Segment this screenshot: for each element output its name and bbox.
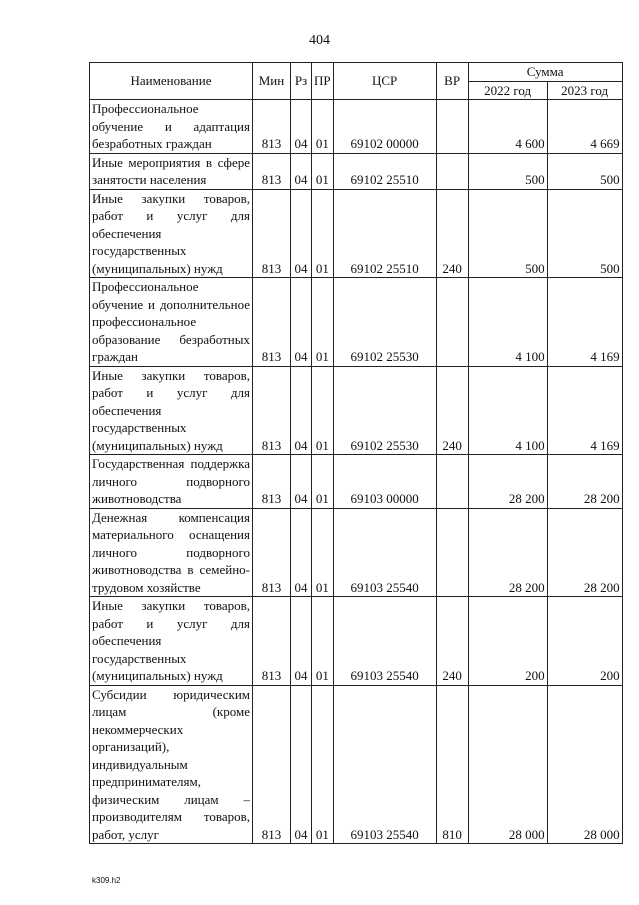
row-vr [436, 455, 468, 509]
table-row [90, 278, 623, 367]
table-row [90, 366, 623, 455]
row-pr: 01 [312, 366, 334, 455]
row-rz: 04 [291, 278, 312, 367]
row-amount-2022: 28 000 [468, 685, 547, 844]
row-name: Иные закупки товаров, работ и услуг для обеспечения государственных (муниципальных) нужд [90, 366, 253, 455]
row-pr: 01 [312, 597, 334, 686]
header-name: Наименование [90, 63, 253, 100]
row-csr: 69103 25540 [333, 508, 436, 597]
row-amount-2022: 4 100 [468, 366, 547, 455]
row-rz: 04 [291, 366, 312, 455]
header-min: Мин [253, 63, 291, 100]
row-pr: 01 [312, 153, 334, 189]
header-row [90, 63, 623, 82]
header-vr: ВР [436, 63, 468, 100]
header-year-2022: 2022 год [468, 81, 547, 100]
row-csr: 69103 25540 [333, 685, 436, 844]
row-pr: 01 [312, 278, 334, 367]
row-name: Иные закупки товаров, работ и услуг для обеспечения государственных (муниципальных) нужд [90, 189, 253, 278]
row-amount-2022: 28 200 [468, 455, 547, 509]
row-vr: 240 [436, 366, 468, 455]
row-rz: 04 [291, 189, 312, 278]
table-row [90, 455, 623, 509]
table-row [90, 153, 623, 189]
row-pr: 01 [312, 100, 334, 154]
row-rz: 04 [291, 597, 312, 686]
row-rz: 04 [291, 455, 312, 509]
row-name: Профессиональное обучение и адаптация безработных граждан [90, 100, 253, 154]
row-amount-2023: 28 000 [547, 685, 622, 844]
row-name: Профессиональное обучение и дополнительное профессиональное образование безработных граждан [90, 278, 253, 367]
header-csr: ЦСР [333, 63, 436, 100]
row-min: 813 [253, 278, 291, 367]
row-csr: 69102 25510 [333, 153, 436, 189]
row-rz: 04 [291, 153, 312, 189]
row-amount-2022: 4 600 [468, 100, 547, 154]
table-row [90, 597, 623, 686]
row-csr: 69102 25530 [333, 278, 436, 367]
row-rz: 04 [291, 508, 312, 597]
header-year-2023: 2023 год [547, 81, 622, 100]
row-name: Денежная компенсация материального оснащения личного подворного животноводства в семейно-трудовом хозяйстве [90, 508, 253, 597]
row-amount-2023: 500 [547, 189, 622, 278]
row-pr: 01 [312, 508, 334, 597]
row-min: 813 [253, 189, 291, 278]
row-rz: 04 [291, 100, 312, 154]
row-min: 813 [253, 455, 291, 509]
row-amount-2023: 4 169 [547, 278, 622, 367]
row-min: 813 [253, 597, 291, 686]
row-name: Иные мероприятия в сфере занятости населения [90, 153, 253, 189]
row-amount-2022: 500 [468, 189, 547, 278]
row-pr: 01 [312, 455, 334, 509]
row-amount-2022: 4 100 [468, 278, 547, 367]
row-amount-2023: 4 669 [547, 100, 622, 154]
row-min: 813 [253, 366, 291, 455]
row-name: Субсидии юридическим лицам (кроме некоммерческих организаций), индивидуальным предпринимателям, физическим лицам – производителям товаров, работ, услуг [90, 685, 253, 844]
row-amount-2022: 200 [468, 597, 547, 686]
row-min: 813 [253, 100, 291, 154]
row-amount-2023: 200 [547, 597, 622, 686]
row-name: Иные закупки товаров, работ и услуг для обеспечения государственных (муниципальных) нужд [90, 597, 253, 686]
row-vr: 810 [436, 685, 468, 844]
row-csr: 69102 00000 [333, 100, 436, 154]
page-number: 404 [309, 33, 330, 48]
table-row [90, 189, 623, 278]
row-min: 813 [253, 685, 291, 844]
row-min: 813 [253, 508, 291, 597]
row-amount-2023: 4 169 [547, 366, 622, 455]
row-amount-2023: 28 200 [547, 508, 622, 597]
header-sum: Сумма [468, 63, 622, 82]
header-rz: Рз [291, 63, 312, 100]
row-csr: 69102 25530 [333, 366, 436, 455]
row-vr [436, 153, 468, 189]
footer-code: k309.h2 [92, 876, 121, 885]
row-vr: 240 [436, 189, 468, 278]
row-amount-2022: 500 [468, 153, 547, 189]
header-pr: ПР [312, 63, 334, 100]
row-csr: 69103 00000 [333, 455, 436, 509]
table-row [90, 100, 623, 154]
row-pr: 01 [312, 685, 334, 844]
row-name: Государственная поддержка личного подворного животноводства [90, 455, 253, 509]
table-row [90, 685, 623, 844]
row-csr: 69103 25540 [333, 597, 436, 686]
row-rz: 04 [291, 685, 312, 844]
budget-table [89, 62, 623, 844]
row-vr [436, 508, 468, 597]
table-row [90, 508, 623, 597]
row-amount-2023: 500 [547, 153, 622, 189]
row-vr [436, 100, 468, 154]
row-pr: 01 [312, 189, 334, 278]
row-csr: 69102 25510 [333, 189, 436, 278]
row-vr: 240 [436, 597, 468, 686]
row-vr [436, 278, 468, 367]
row-amount-2022: 28 200 [468, 508, 547, 597]
row-amount-2023: 28 200 [547, 455, 622, 509]
row-min: 813 [253, 153, 291, 189]
